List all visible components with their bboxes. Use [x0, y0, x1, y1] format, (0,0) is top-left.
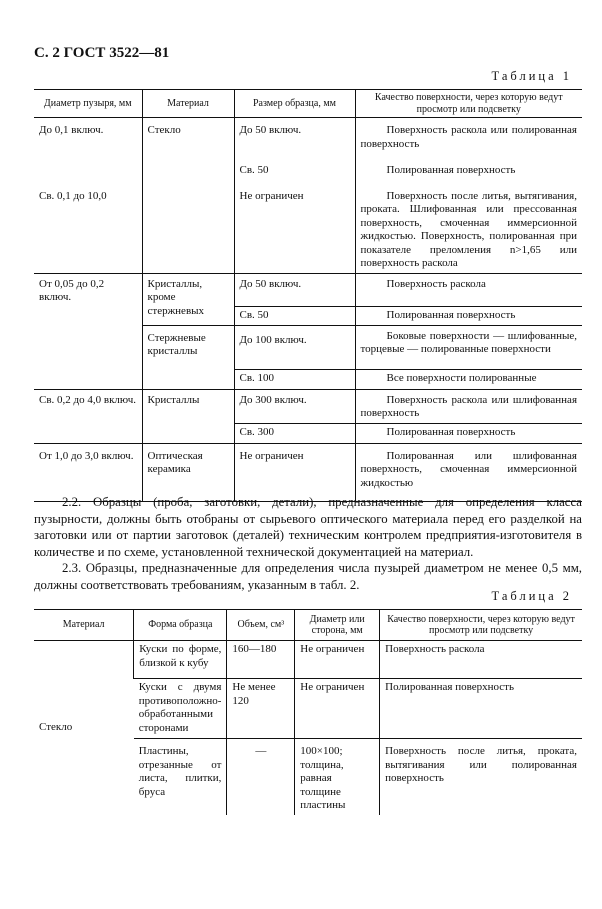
table-row	[34, 325, 582, 369]
table1-col-quality: Качество поверхности, через которую ведут просмотр или подсветку	[355, 90, 582, 118]
table-row	[34, 369, 582, 389]
cell-quality: Поверхность раскола или шлифованная поверхность	[355, 389, 582, 423]
table-row	[34, 641, 582, 679]
cell-diameter	[34, 162, 142, 184]
cell-diameter	[34, 423, 142, 443]
cell-diameter: Св. 0,1 до 10,0	[39, 189, 107, 202]
table2-col-quality: Качество поверхности, через которую ведут просмотр или подсветку	[380, 610, 582, 641]
cell-material: Оптическая керамика	[142, 443, 234, 501]
table1-header-row	[34, 90, 582, 118]
cell-quality: Полированная поверхность	[355, 423, 582, 443]
cell-quality: Поверхность после литья, проката, вытягивания или полированная поверхность	[380, 739, 582, 815]
table-1	[34, 89, 582, 502]
table2-col-shape: Форма образца	[134, 610, 227, 641]
cell-size: Не ограничен	[234, 184, 355, 274]
cell-size: До 50 включ.	[234, 273, 355, 307]
table-row	[34, 162, 582, 184]
cell-volume: Не менее 120	[227, 679, 295, 739]
cell-quality: Полированная поверхность	[380, 679, 582, 739]
table2-caption: Таблица 2	[491, 589, 572, 603]
cell-quality: Поверхность после литья, вытягивания, проката. Шлифованная или прессованная поверхность, смоченная иммерсионной жидкостью. Поверхность, полированная при показателе преломления n>1,65 или поверхность раскола	[355, 184, 582, 274]
cell-shape: Куски с двумя противоположно-обработанными сторонами	[134, 679, 227, 739]
table1-caption: Таблица 1	[491, 69, 572, 83]
paragraph-2-3: 2.3. Образцы, предназначенные для определения числа пузырей диаметром не менее 0,5 мм, должны соответствовать требованиям, указанным в табл. 2.	[34, 561, 582, 592]
cell-material	[142, 162, 234, 184]
cell-material: Кристаллы, кроме стержневых	[142, 273, 234, 325]
table-row	[34, 389, 582, 423]
cell-size: Св. 50	[234, 307, 355, 326]
cell-quality: Все поверхности полированные	[355, 369, 582, 389]
paragraph-2-2: 2.2. Образцы (проба, заготовки, детали), предназначенные для определения класса пузырности, должны быть отобраны от сырьевого оптического материала перед его разделкой на заготовки или от партии заготовок (деталей) техническим контролем предприятия-изготовителя в количестве и по схеме, установленной технической документацией на материал.	[34, 495, 582, 559]
cell-quality: Полированная или шлифованная поверхность, смоченная иммерсионной жидкостью	[355, 443, 582, 501]
cell-diameter: До 0,1 включ.	[34, 118, 142, 162]
cell-diameter	[34, 325, 142, 369]
table-row	[34, 423, 582, 443]
table1-col-material: Материал	[142, 90, 234, 118]
cell-size: До 300 включ.	[234, 389, 355, 423]
table-row	[34, 307, 582, 326]
cell-size: Св. 300	[234, 423, 355, 443]
table-row	[34, 273, 582, 307]
cell-volume: 160—180	[227, 641, 295, 679]
table1-col-size: Размер образца, мм	[234, 90, 355, 118]
cell-shape: Пластины, отрезанные от листа, плитки, бруса	[134, 739, 227, 815]
cell-quality: Боковые поверхности — шлифованные, торцевые — полированные поверхности	[355, 325, 582, 369]
cell-diameter: 100×100; толщина, равная толщине пластины	[295, 739, 380, 815]
cell-diameter: Не ограничен	[295, 641, 380, 679]
cell-size: Св. 100	[234, 369, 355, 389]
cell-volume: —	[227, 739, 295, 815]
table1-col-diameter: Диаметр пузыря, мм	[34, 90, 142, 118]
cell-diameter: От 0,05 до 0,2 включ.	[34, 273, 142, 307]
cell-diameter: Не ограничен	[295, 679, 380, 739]
cell-diameter: От 1,0 до 3,0 включ.	[34, 443, 142, 501]
cell-diameter	[34, 307, 142, 326]
cell-quality: Полированная поверхность	[355, 162, 582, 184]
cell-quality: Поверхность раскола	[355, 273, 582, 307]
cell-diameter: Св. 0,2 до 4,0 включ.	[34, 389, 142, 423]
table2-col-diameter: Диаметр или сторона, мм	[295, 610, 380, 641]
cell-diameter	[34, 369, 142, 389]
cell-quality: Поверхность раскола	[380, 641, 582, 679]
table-row	[34, 118, 582, 162]
cell-size: Св. 50	[234, 162, 355, 184]
body-text	[34, 494, 582, 593]
table-2	[34, 609, 582, 815]
cell-material: Стекло	[39, 721, 73, 733]
cell-material: Кристаллы	[142, 389, 234, 443]
table-row	[34, 443, 582, 501]
table2-col-material: Материал	[34, 610, 134, 641]
table2-header-row	[34, 610, 582, 641]
cell-size: Не ограничен	[234, 443, 355, 501]
page-header: С. 2 ГОСТ 3522—81	[34, 45, 170, 61]
table-row	[34, 184, 582, 274]
cell-material	[142, 184, 234, 274]
cell-size: До 100 включ.	[234, 325, 355, 369]
cell-shape: Куски по форме, близкой к кубу	[134, 641, 227, 679]
cell-material: Стержневые кристаллы	[142, 325, 234, 389]
cell-size: До 50 включ.	[234, 118, 355, 162]
cell-quality: Полированная поверхность	[355, 307, 582, 326]
table2-col-volume: Объем, см³	[227, 610, 295, 641]
cell-quality: Поверхность раскола или полированная поверхность	[355, 118, 582, 162]
cell-material: Стекло	[142, 118, 234, 162]
